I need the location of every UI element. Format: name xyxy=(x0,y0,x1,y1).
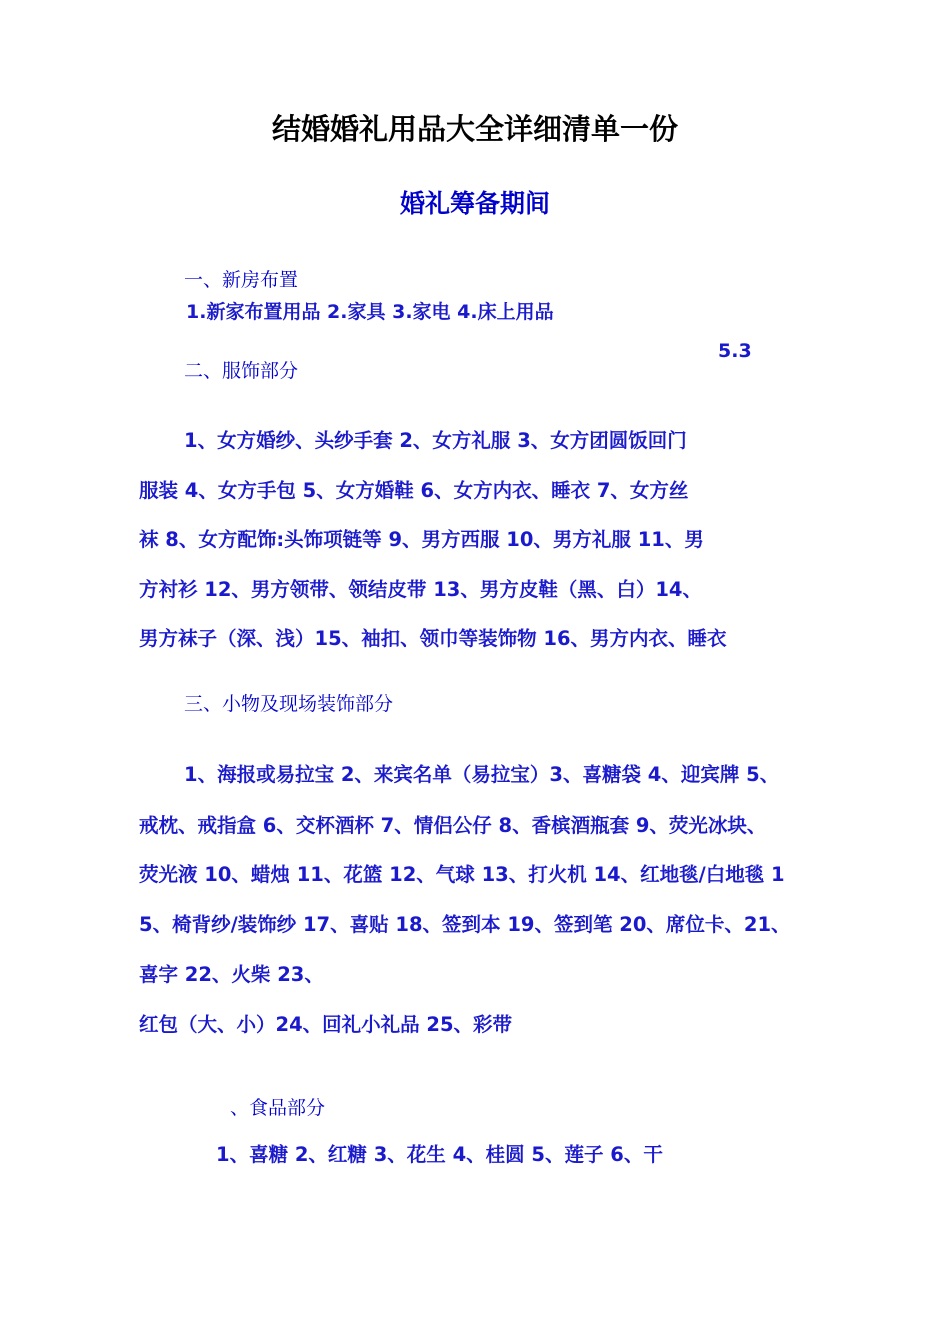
section-heading: 二、服饰部分 xyxy=(184,360,299,382)
section-line: 戒枕、戒指盒 6、交杯酒杯 7、情侣公仔 8、香槟酒瓶套 9、荧光冰块、 xyxy=(139,814,767,837)
section-line: 1、女方婚纱、头纱手套 2、女方礼服 3、女方团圆饭回门 xyxy=(184,429,687,452)
section-line: 喜字 22、火柴 23、 xyxy=(139,963,324,986)
section-line: 5、椅背纱/装饰纱 17、喜贴 18、签到本 19、签到笔 20、席位卡、21、 xyxy=(139,913,791,936)
document-title: 结婚婚礼用品大全详细清单一份 xyxy=(271,112,678,146)
section-line: 服装 4、女方手包 5、女方婚鞋 6、女方内衣、睡衣 7、女方丝 xyxy=(139,479,689,502)
section-line: 红包（大、小）24、回礼小礼品 25、彩带 xyxy=(139,1013,513,1036)
section-heading: 一、新房布置 xyxy=(184,269,299,291)
section-heading: 三、小物及现场装饰部分 xyxy=(184,693,394,715)
document-subtitle: 婚礼筹备期间 xyxy=(399,189,550,218)
section-line: 方衬衫 12、男方领带、领结皮带 13、男方皮鞋（黑、白）14、 xyxy=(139,578,702,601)
section-line: 1、海报或易拉宝 2、来宾名单（易拉宝）3、喜糖袋 4、迎宾牌 5、 xyxy=(184,763,780,786)
section-line: 男方袜子（深、浅）15、袖扣、领巾等装饰物 16、男方内衣、睡衣 xyxy=(139,627,727,650)
section-line: 袜 8、女方配饰:头饰项链等 9、男方西服 10、男方礼服 11、男 xyxy=(139,528,704,551)
section-line: 1、喜糖 2、红糖 3、花生 4、桂圆 5、莲子 6、干 xyxy=(216,1143,663,1166)
section-line: 1.新家布置用品 2.家具 3.家电 4.床上用品 xyxy=(186,301,554,323)
section-heading: 、食品部分 xyxy=(230,1097,326,1119)
section-line: 荧光液 10、蜡烛 11、花篮 12、气球 13、打火机 14、红地毯/白地毯 1 xyxy=(139,863,785,886)
section-line: 5.3 xyxy=(718,340,752,362)
